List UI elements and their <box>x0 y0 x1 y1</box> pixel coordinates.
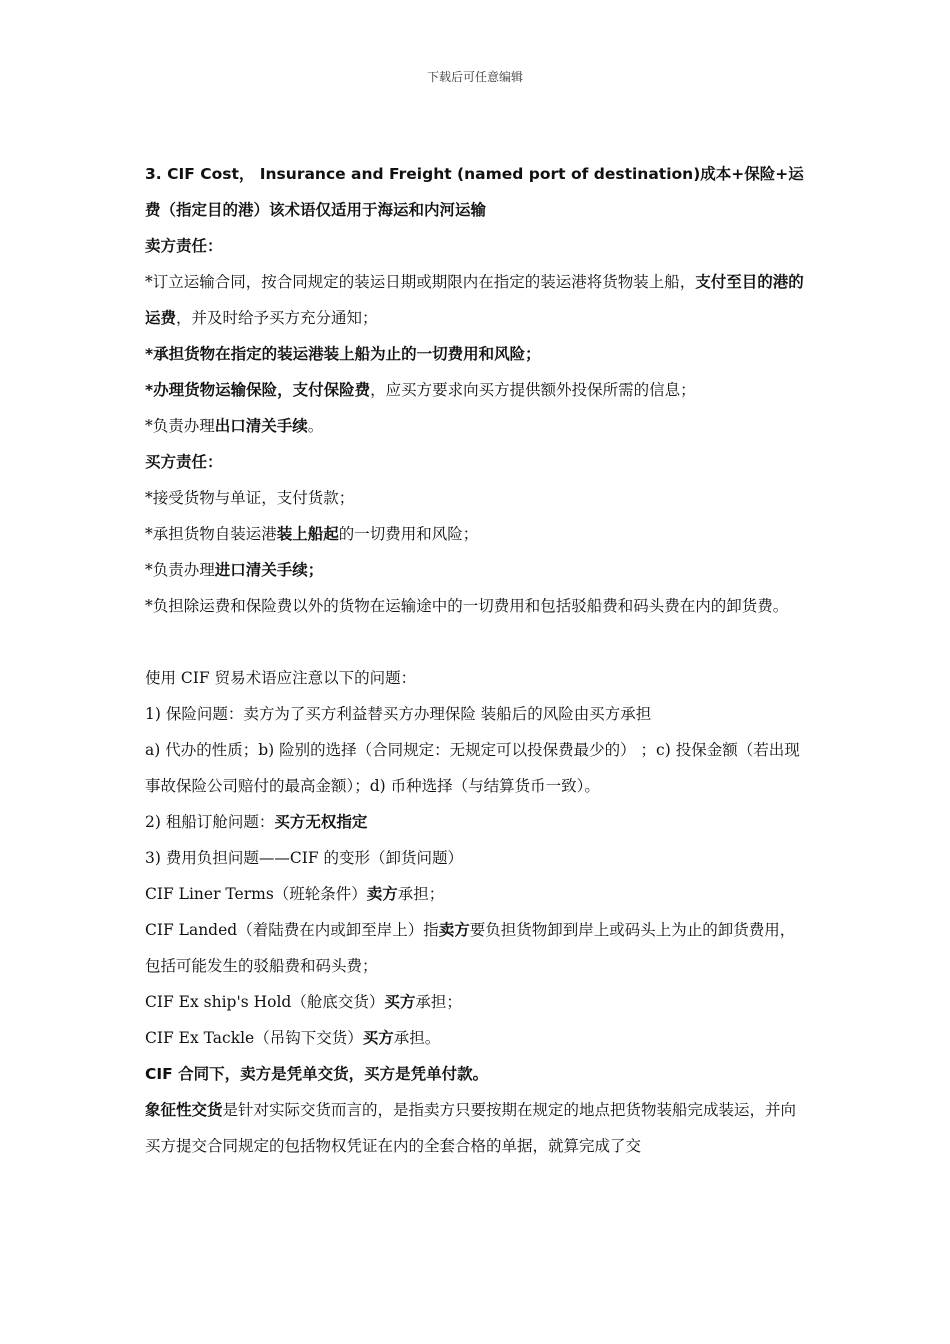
notes-intro: 使用 CIF 贸易术语应注意以下的问题： <box>145 669 417 687</box>
symbolic-delivery: 象征性交货是针对实际交货而言的，是指卖方只要按期在规定的地点把货物装船完成装运，并向买方提交合同规定的包括物权凭证在内的全套合格的单据，就算完成了交 <box>145 1101 797 1155</box>
cif-contract-note: CIF 合同下，卖方是凭单交货，买方是凭单付款。 <box>145 1065 489 1083</box>
cif-ex-ship-hold: CIF Ex ship's Hold（舱底交货）买方承担； <box>145 993 462 1011</box>
document-body <box>145 156 810 1164</box>
seller-item-3: *办理货物运输保险，支付保险费，应买方要求向买方提供额外投保所需的信息； <box>145 381 696 399</box>
buyer-item-1: *接受货物与单证，支付货款； <box>145 489 355 507</box>
buyer-item-2: *承担货物自装运港装上船起的一切费用和风险； <box>145 525 479 543</box>
cif-landed: CIF Landed（着陆费在内或卸至岸上）指卖方要负担货物卸到岸上或码头上为止的卸货费用，包括可能发生的驳船费和码头费； <box>145 921 796 975</box>
section-title: 3. CIF Cost， Insurance and Freight (named port of destination)成本+保险+运费（指定目的港）该术语仅适用于海运和内河运输 <box>145 165 804 219</box>
seller-heading: 卖方责任： <box>145 237 223 255</box>
buyer-item-4: *负担除运费和保险费以外的货物在运输途中的一切费用和包括驳船费和码头费在内的卸货费。 <box>145 597 789 615</box>
seller-item-1: *订立运输合同，按合同规定的装运日期或期限内在指定的装运港将货物装上船，支付至目的港的运费，并及时给予买方充分通知； <box>145 273 804 327</box>
seller-item-4: *负责办理出口清关手续。 <box>145 417 324 435</box>
note-2: 2) 租船订舱问题：买方无权指定 <box>145 813 368 831</box>
spacer <box>145 624 810 660</box>
note-1: 1) 保险问题：卖方为了买方利益替买方办理保险 装船后的风险由买方承担 <box>145 705 652 723</box>
buyer-item-3: *负责办理进口清关手续； <box>145 561 324 579</box>
page-header: 下载后可任意编辑 <box>426 70 523 84</box>
note-1a: a) 代办的性质；b) 险别的选择（合同规定：无规定可以投保费最少的） ；c) 投保金额（若出现事故保险公司赔付的最高金额）；d) 币种选择（与结算货币一致）。 <box>145 741 800 795</box>
cif-liner-terms: CIF Liner Terms（班轮条件）卖方承担； <box>145 885 445 903</box>
note-3: 3) 费用负担问题——CIF 的变形（卸货问题） <box>145 849 464 867</box>
cif-ex-tackle: CIF Ex Tackle（吊钩下交货）买方承担。 <box>145 1029 441 1047</box>
buyer-heading: 买方责任： <box>145 453 223 471</box>
seller-item-2: *承担货物在指定的装运港装上船为止的一切费用和风险； <box>145 345 541 363</box>
